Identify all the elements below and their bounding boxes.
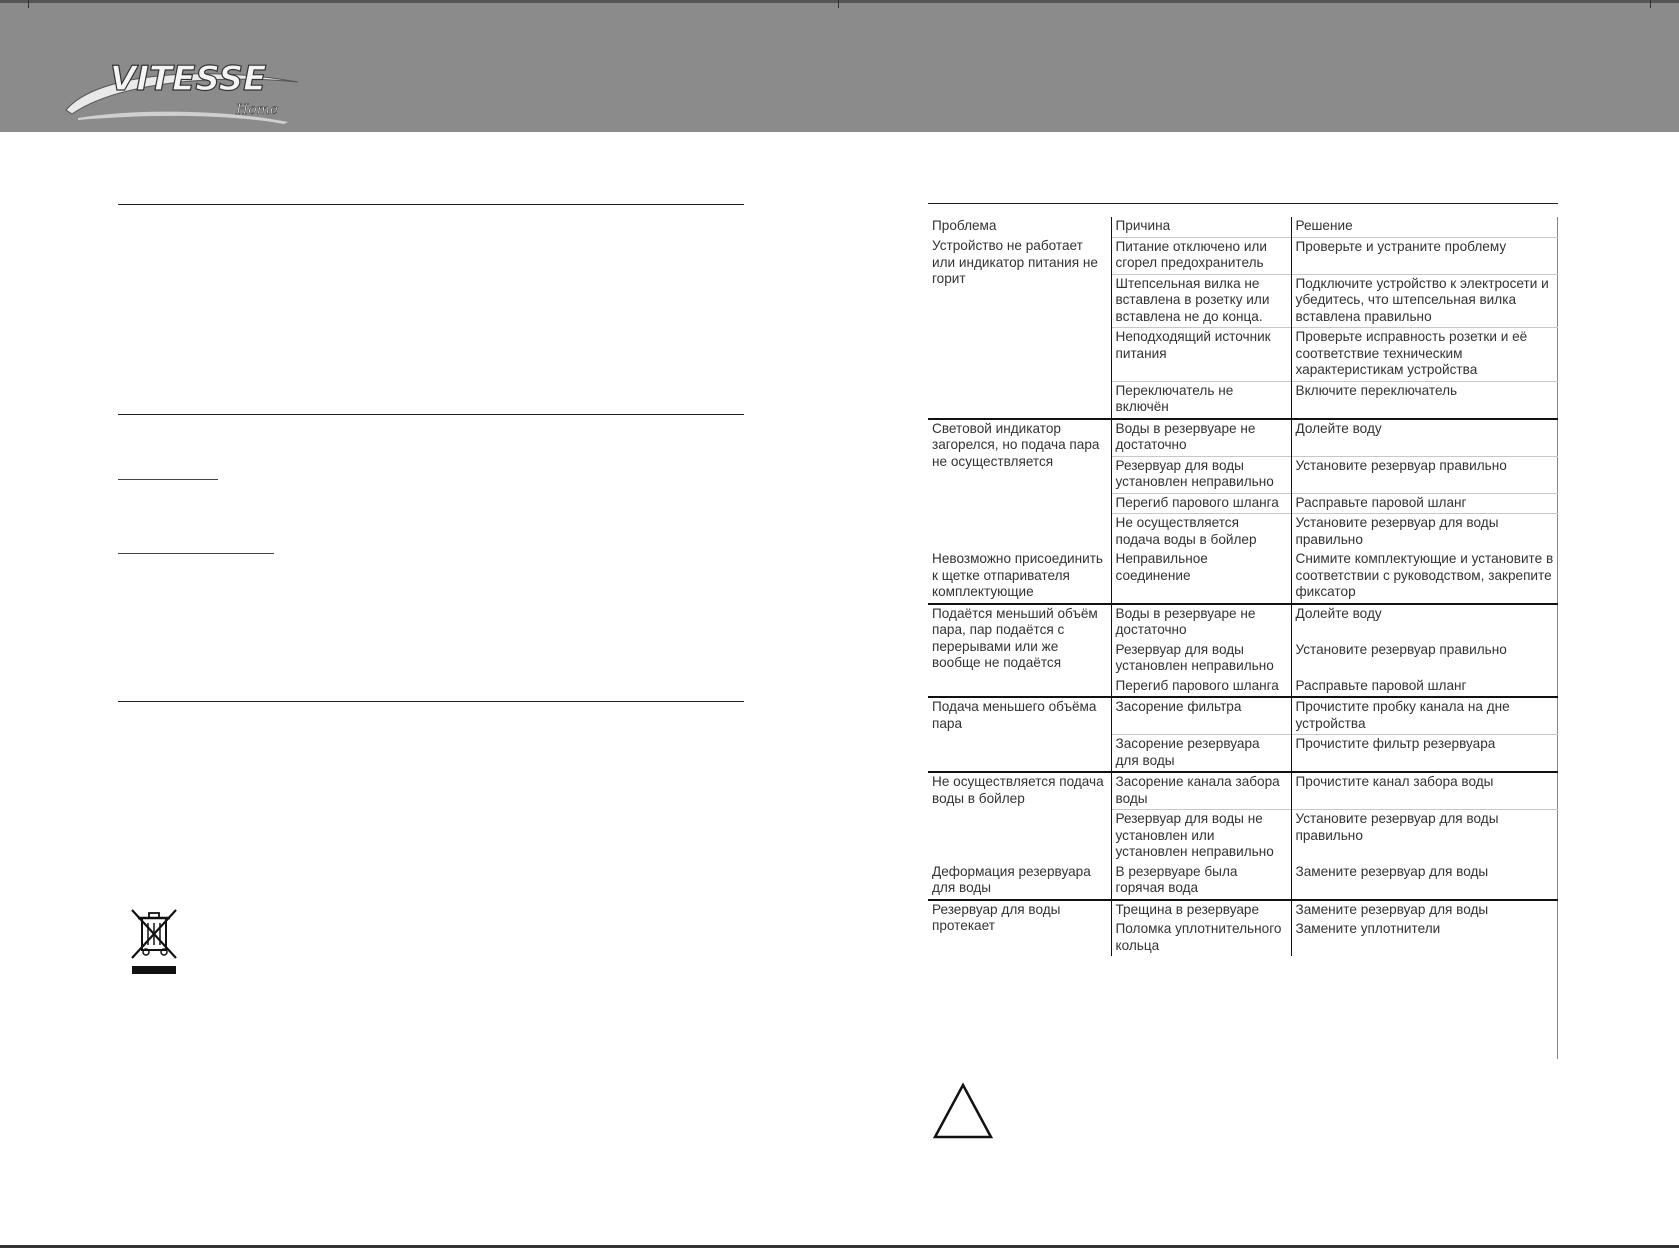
crop-mark xyxy=(838,0,839,8)
header-bar xyxy=(0,0,1679,132)
cause-cell: Неподходящий источник питания xyxy=(1111,328,1291,382)
table-row xyxy=(928,900,1558,921)
divider xyxy=(118,414,744,415)
cause-cell: Засорение канала забора воды xyxy=(1111,772,1291,810)
table-row xyxy=(928,550,1558,604)
heading-underline xyxy=(118,553,274,554)
table-header-row xyxy=(928,217,1558,237)
header-cause: Причина xyxy=(1111,217,1291,237)
table-row xyxy=(928,863,1558,900)
divider xyxy=(118,204,744,205)
cause-cell: Штепсельная вилка не вставлена в розетку или вставлена не до конца. xyxy=(1111,274,1291,328)
divider xyxy=(118,701,744,702)
solution-cell: Долейте воду xyxy=(1291,419,1558,457)
crop-mark xyxy=(1650,0,1651,8)
solution-cell: Прочистите канал забора воды xyxy=(1291,772,1558,810)
vitesse-logo xyxy=(58,52,308,124)
crop-mark xyxy=(28,0,29,8)
cause-cell: Резервуар для воды установлен неправильно xyxy=(1111,456,1291,493)
table-row xyxy=(928,237,1558,274)
table-row xyxy=(928,772,1558,810)
logo-wordmark: VITESSE xyxy=(110,59,267,99)
cause-cell: Резервуар для воды установлен неправильно xyxy=(1111,641,1291,677)
cause-cell: Воды в резервуаре не достаточно xyxy=(1111,604,1291,641)
cause-cell: Перегиб парового шланга xyxy=(1111,493,1291,514)
solution-cell: Расправьте паровой шланг xyxy=(1291,677,1558,698)
solution-cell: Замените уплотнители xyxy=(1291,920,1558,956)
solution-cell: Снимите комплектующие и установите в соответствии с руководством, закрепите фиксатор xyxy=(1291,550,1558,604)
solution-cell: Подключите устройство к электросети и убедитесь, что штепсельная вилка вставлена правильно xyxy=(1291,274,1558,328)
cause-cell: Резервуар для воды не установлен или установлен неправильно xyxy=(1111,810,1291,863)
solution-cell: Установите резервуар правильно xyxy=(1291,456,1558,493)
solution-cell: Расправьте паровой шланг xyxy=(1291,493,1558,514)
table-top-rule xyxy=(928,203,1558,204)
solution-cell: Установите резервуар для воды правильно xyxy=(1291,810,1558,863)
problem-cell: Подаётся меньший объём пара, пар подаётся с перерывами или же вообще не подаётся xyxy=(928,604,1111,698)
cause-cell: Питание отключено или сгорел предохранитель xyxy=(1111,237,1291,274)
logo-subtitle: Home xyxy=(236,102,279,118)
cause-cell: Не осуществляется подача воды в бойлер xyxy=(1111,514,1291,551)
cause-cell: Неправильное соединение xyxy=(1111,550,1291,604)
solution-cell: Долейте воду xyxy=(1291,604,1558,641)
cause-cell: Засорение резервуара для воды xyxy=(1111,735,1291,773)
warning-triangle-icon xyxy=(932,1082,994,1140)
problem-cell: Резервуар для воды протекает xyxy=(928,900,1111,957)
top-border xyxy=(0,0,1679,3)
solution-cell: Прочистите пробку канала на дне устройства xyxy=(1291,697,1558,735)
solution-cell: Установите резервуар правильно xyxy=(1291,641,1558,677)
cause-cell: Засорение фильтра xyxy=(1111,697,1291,735)
problem-cell: Подача меньшего объёма пара xyxy=(928,697,1111,772)
problem-cell: Невозможно присоединить к щетке отпаривателя комплектующие xyxy=(932,551,1103,599)
cause-cell: Перегиб парового шланга xyxy=(1111,677,1291,698)
cause-cell: В резервуаре была горячая вода xyxy=(1111,863,1291,900)
problem-cell: Устройство не работает или индикатор питания не горит xyxy=(932,238,1098,286)
solution-cell: Замените резервуар для воды xyxy=(1291,863,1558,900)
solution-cell: Включите переключатель xyxy=(1291,381,1558,419)
crossed-out-bin-icon xyxy=(128,908,180,976)
solution-cell: Проверьте и устраните проблему xyxy=(1291,237,1558,274)
problem-cell: Не осуществляется подача воды в бойлер xyxy=(928,772,1111,863)
solution-cell: Прочистите фильтр резервуара xyxy=(1291,735,1558,773)
solution-cell: Проверьте исправность розетки и её соответствие техническим характеристикам устройства xyxy=(1291,328,1558,382)
heading-underline xyxy=(118,479,218,480)
table-row xyxy=(928,697,1558,735)
problem-cell: Световой индикатор загорелся, но подача пара не осуществляется xyxy=(928,419,1111,551)
cause-cell: Переключатель не включён xyxy=(1111,381,1291,419)
cause-cell: Трещина в резервуаре xyxy=(1111,900,1291,921)
solution-cell: Замените резервуар для воды xyxy=(1291,900,1558,921)
problem-cell: Деформация резервуара для воды xyxy=(932,863,1091,895)
cause-cell: Поломка уплотнительного кольца xyxy=(1111,920,1291,956)
troubleshooting-table xyxy=(928,217,1558,956)
table-row xyxy=(928,604,1558,641)
solution-cell: Установите резервуар для воды правильно xyxy=(1291,514,1558,551)
table-row xyxy=(928,419,1558,457)
header-solution: Решение xyxy=(1291,217,1558,237)
header-problem: Проблема xyxy=(932,218,997,233)
cause-cell: Воды в резервуаре не достаточно xyxy=(1111,419,1291,457)
